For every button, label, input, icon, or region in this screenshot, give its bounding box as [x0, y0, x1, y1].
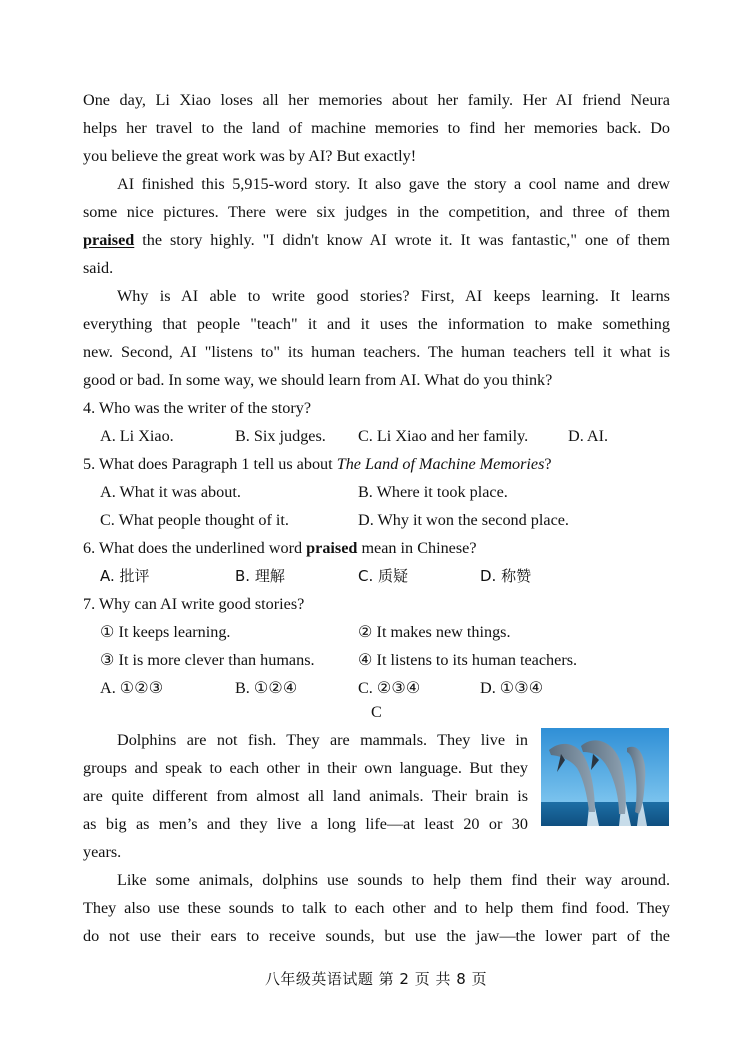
question-7-statement-1: ① It keeps learning. — [100, 623, 231, 641]
passage-b-p3-line1: Why is AI able to write good stories? First, AI keeps learning. It learns — [117, 287, 670, 305]
question-6-bold-word: praised — [306, 539, 358, 557]
passage-c-p2-line3: do not use their ears to receive sounds, but use the jaw—the lower part of the — [83, 927, 670, 945]
passage-b-p2-line3-rest: the story highly. "I didn't know AI wrote it. It was fantastic," one of them — [134, 231, 670, 249]
question-7-statement-3: ③ It is more clever than humans. — [100, 651, 315, 669]
passage-c-p1-line1: Dolphins are not fish. They are mammals. They live in — [117, 731, 528, 749]
passage-b-p1-line3: you believe the great work was by AI? But exactly! — [83, 147, 417, 165]
passage-b-p3-line4: good or bad. In some way, we should learn from AI. What do you think? — [83, 371, 553, 389]
question-6-option-b: B. 理解 — [235, 567, 285, 585]
passage-b-p2-line2: some nice pictures. There were six judges in the competition, and three of them — [83, 203, 670, 221]
passage-b-p3-line3: new. Second, AI "listens to" its human teachers. The human teachers tell it what is — [83, 343, 670, 361]
question-7-stem: 7. Why can AI write good stories? — [83, 595, 305, 613]
question-6-stem — [83, 534, 477, 562]
question-7-option-d: D. ①③④ — [480, 679, 544, 697]
passage-c-p2-line1: Like some animals, dolphins use sounds to help them find their way around. — [117, 871, 670, 889]
question-6-option-d: D. 称赞 — [480, 567, 532, 585]
question-4-stem: 4. Who was the writer of the story? — [83, 399, 312, 417]
passage-b-p2-line4: said. — [83, 259, 114, 277]
underlined-word-praised: praised — [83, 231, 135, 249]
question-7-option-a: A. ①②③ — [100, 679, 164, 697]
section-c-heading: C — [371, 703, 382, 721]
question-4-option-a: A. Li Xiao. — [100, 427, 174, 445]
question-5-stem-prefix: 5. What does Paragraph 1 tell us about — [83, 455, 337, 473]
passage-b-p2-line3 — [83, 226, 670, 254]
question-7-statement-2: ② It makes new things. — [358, 623, 511, 641]
question-7-statement-4: ④ It listens to its human teachers. — [358, 651, 578, 669]
question-5-stem — [83, 450, 552, 478]
passage-b-p3-line2: everything that people "teach" it and it uses the information to make something — [83, 315, 670, 333]
passage-b-p1-line1: One day, Li Xiao loses all her memories about her family. Her AI friend Neura — [83, 91, 670, 109]
dolphins-jumping-photo — [541, 728, 669, 826]
question-4-option-c: C. Li Xiao and her family. — [358, 427, 529, 445]
passage-c-p1-line2: groups and speak to each other in their own language. But they — [83, 759, 528, 777]
question-6-stem-prefix: 6. What does the underlined word — [83, 539, 307, 557]
passage-c-p1-line4: as big as men’s and they live a long life—at least 20 or 30 — [83, 815, 528, 833]
page-footer: 八年级英语试题 第 2 页 共 8 页 — [264, 970, 488, 988]
passage-c-p1-line3: are quite different from almost all land animals. Their brain is — [83, 787, 528, 805]
question-6-option-a: A. 批评 — [100, 567, 150, 585]
question-5-stem-suffix: ? — [544, 455, 552, 473]
question-6-option-c: C. 质疑 — [358, 567, 409, 585]
passage-c-p1-line5: years. — [83, 843, 122, 861]
passage-b-p2-line1: AI finished this 5,915-word story. It also gave the story a cool name and drew — [117, 175, 670, 193]
story-title: The Land of Machine Memories — [336, 455, 545, 473]
question-5-option-d: D. Why it won the second place. — [358, 511, 569, 529]
question-5-option-a: A. What it was about. — [100, 483, 241, 501]
passage-b-p1-line2: helps her travel to the land of machine memories to find her memories back. Do — [83, 119, 670, 137]
question-7-option-b: B. ①②④ — [235, 679, 298, 697]
question-4-option-b: B. Six judges. — [235, 427, 326, 445]
question-5-option-b: B. Where it took place. — [358, 483, 508, 501]
question-7-option-c: C. ②③④ — [358, 679, 421, 697]
question-4-option-d: D. AI. — [568, 427, 609, 445]
passage-c-p2-line2: They also use these sounds to talk to each other and to help them find food. They — [83, 899, 670, 917]
question-5-option-c: C. What people thought of it. — [100, 511, 289, 529]
question-6-stem-suffix: mean in Chinese? — [357, 539, 477, 557]
